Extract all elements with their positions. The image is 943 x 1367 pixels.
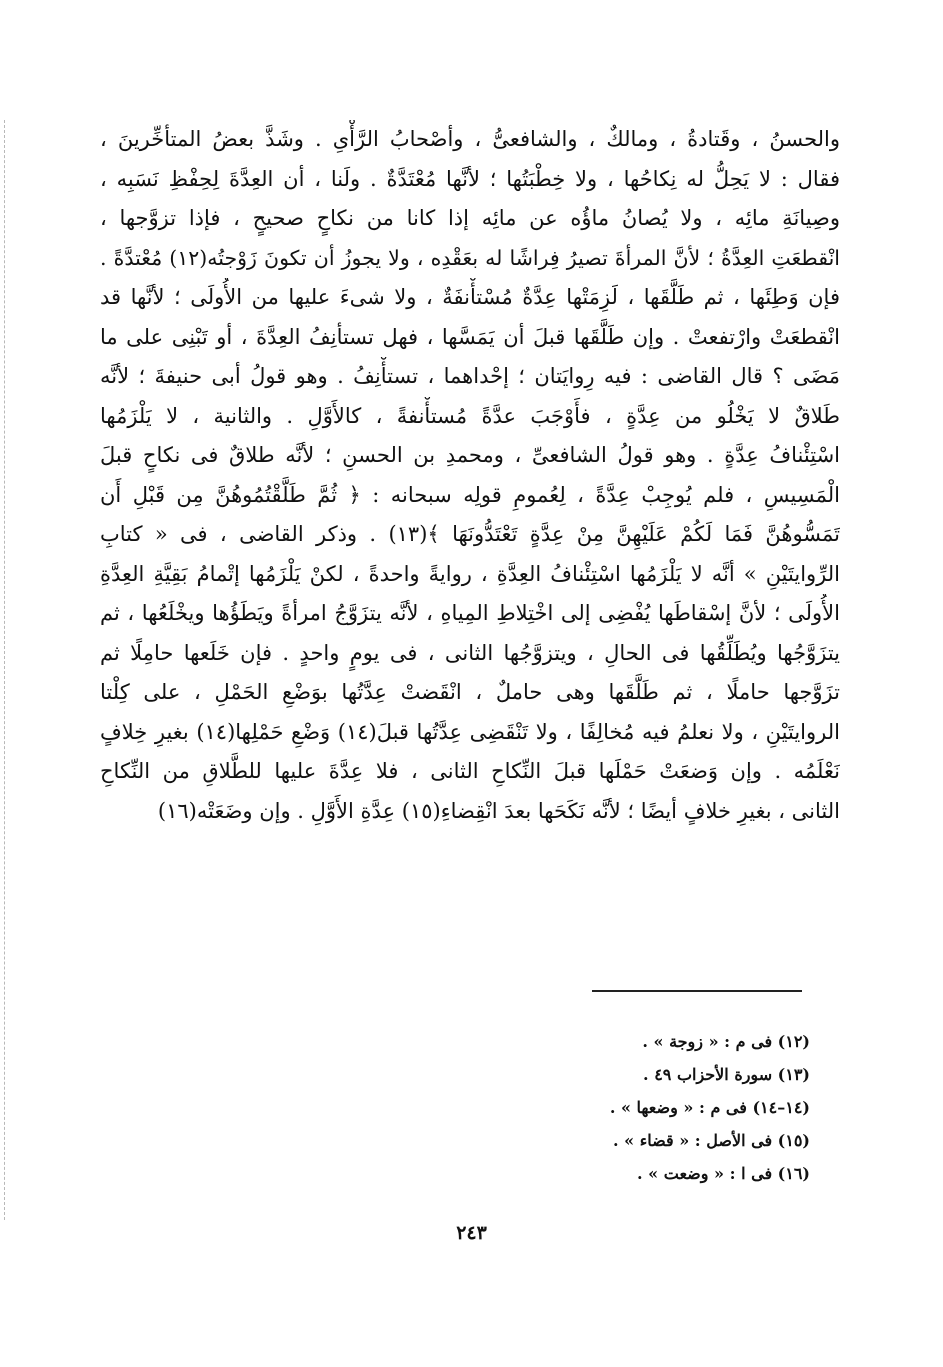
footnote-separator (592, 990, 802, 992)
body-line-17: نَعْلَمُه . وإن وَضعَتْ حَمْلَها قبلَ النِّكاحِ الثانى ، فلا عِدَّةَ عليها للطَّلاقِ من النِّكاحِ (100, 759, 840, 783)
body-line-16: الروايتَيْنِ ، ولا نعلمُ فيه مُخالِفًا ، ولا تَنْقَضِى عِدَّتُها قبلَ(١٤) وَضْعِ حَمْلِها(١٤) بغيرِ خِلافٍ (100, 719, 840, 744)
body-line-10: الْمَسِيسِ ، فلم يُوجِبْ عِدَّةً ، لِعُمومِ قولِه سبحانه : ﴿ ثُمَّ طَلَّقْتُمُوهُنَّ مِن قَبْلِ أَن (100, 482, 840, 507)
body-line-3: وصِيانَةِ مائِه ، ولا يُصانُ ماؤُه عن مائِه إذا كانا من نكاحٍ صحيحٍ ، فإذا تزوَّجها ، (100, 206, 840, 230)
footnote-15: (١٥) فى الأصل : « قضاء » . (613, 1131, 810, 1150)
body-line-2: فقال : لا يَحِلُّ له نِكاحُها ، ولا خِطْبَتُها ؛ لأنَّها مُعْتَدَّةٌ . ولَنا ، أن العِدَّةَ لِحِفْظِ نَسَبِه ، (100, 166, 840, 191)
body-line-15: تزَوَّجها حاملًا ، ثم طَلَّقَها وهى حاملٌ ، انْقَضتْ عِدَّتُها بوَضْعِ الحَمْلِ ، على كِلْتا (100, 680, 840, 704)
footnote-13: (١٣) سورة الأحزاب ٤٩ . (643, 1065, 810, 1084)
footnote-16: (١٦) فى ا : « وضعت » . (637, 1164, 810, 1183)
footnotes-block (480, 1025, 810, 1190)
body-line-9: اسْتِئْنافُ عِدَّةٍ . وهو قولُ الشافعىِّ ، ومحمدِ بن الحسنِ ؛ لأنَّه طلاقٌ فى نكاحٍ قبلَ (100, 443, 840, 467)
body-line-7: مَضَى ؟ قال القاضى : فيه رِوايَتان ؛ إحْداهما ، تستأْنِفُ . وهو قولُ أبى حنيفةَ ؛ لأنَّه (100, 364, 840, 388)
body-line-4: انْقطعَتِ العِدَّةُ ؛ لأنَّ المرأةَ تصيرُ فِراشًا له بعَقْدِه ، ولا يجوزُ أن تكونَ زَوْجتُه(١٢) مُعْتدَّةً . (100, 245, 840, 270)
page-number: ٢٤٣ (456, 1222, 487, 1244)
body-line-8: طَلاقٌ لا يَخْلُو من عِدَّةٍ ، فأَوْجَبَ عدَّةً مُستأْنفةً ، كالأَوَّلِ . والثانية ، لا يَلْزَمُها (100, 403, 840, 428)
body-line-1: والحسنُ ، وقَتادةُ ، ومالكٌ ، والشافعىُّ ، وأصْحابُ الرَّأْىِ . وشَذَّ بعضُ المتأخِّرينَ ، (100, 127, 840, 151)
footnote-12: (١٢) فى م : « زوجة » . (642, 1032, 810, 1051)
body-line-6: انْقطعَتْ وارْتفعتْ . وإن طَلَّقَها قبلَ أن يَمَسَّها ، فهل تستأنِفُ العِدَّةَ ، أو تَبْنِى على ما (100, 324, 840, 349)
body-line-11: تَمَسُّوهُنَّ فَمَا لَكُمْ عَلَيْهِنَّ مِنْ عِدَّةٍ تَعْتَدُّونَهَا ﴾(١٣) . وذكر القاضى ، فى « كتابِ (100, 522, 840, 546)
main-body-text (100, 120, 840, 831)
body-line-14: يتزَوَّجُها ويُطَلِّقُها فى الحالِ ، ويتزوَّجُها الثانى ، فى يومٍ واحدٍ . فإن خَلَعها حامِلًا ثم (100, 640, 840, 665)
body-line-12: الرِّوايتَيْنِ » أنَّه لا يَلْزَمُها اسْتِئْنافُ العِدَّةِ ، روايةً واحدةً ، لكنْ يَلْزَمُها إتْمامُ بَقِيَّةِ العِدَّةِ (100, 561, 840, 586)
left-margin-rule (4, 120, 5, 1220)
body-line-18: الثانى ، بغيرِ خلافٍ أيضًا ؛ لأنَّه نَكَحَها بعدَ انْقِضاءِ(١٥) عِدَّةِ الأَوَّلِ . وإن وضَعَتْه(١٦) (157, 798, 840, 823)
footnote-14: (١٤–١٤) فى م : « وضعها » . (609, 1098, 810, 1117)
body-line-5: فإن وَطِئَها ، ثم طَلَّقَها ، لَزِمَتْها عِدَّةٌ مُسْتأْنفَةٌ ، ولا شىءَ عليها من الأُولَى ؛ لأنَّها قد (100, 285, 840, 309)
body-line-13: الأُولَى ؛ لأنَّ إسْقاطَها يُفْضِى إلى اخْتِلاطِ المِياهِ ، لأنَّه يتزَوَّجُ امرأةً ويَطَؤُها ويخْلَعُها ، ثم (100, 601, 840, 625)
